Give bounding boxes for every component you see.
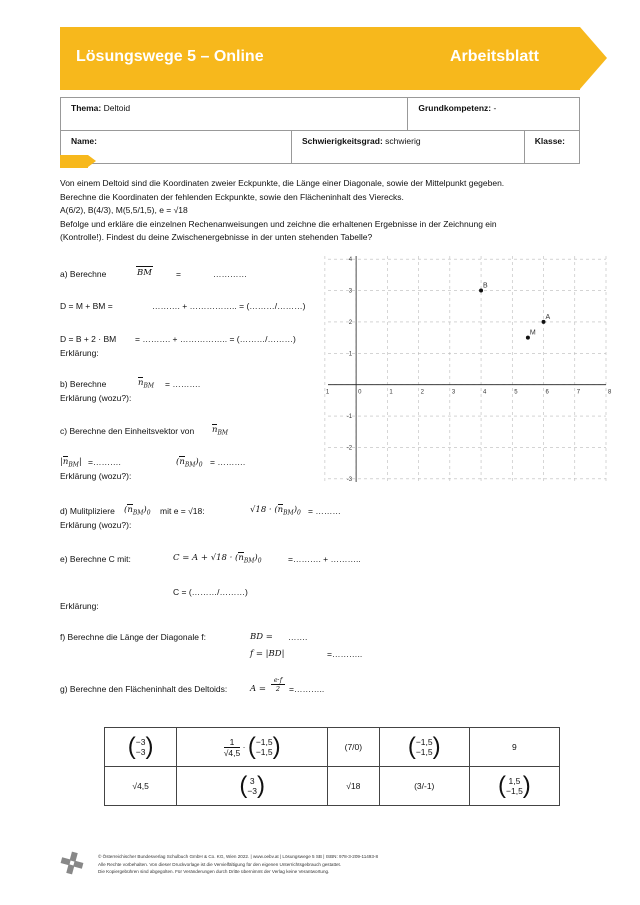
y-tick-label: 3 bbox=[348, 288, 353, 295]
task-c-left: =………. bbox=[88, 457, 121, 467]
task-e-c: C = (………/………) bbox=[173, 587, 248, 597]
result-cell: 1 √4,5 · ( −1,5 −1,5 ) bbox=[177, 728, 328, 767]
task-g-fraction: e·f 2 bbox=[271, 676, 285, 693]
intro-text: Von einem Deltoid sind die Koordinaten zweier Eckpunkte, die Länge einer Diagonale, sowie der Mittelpunkt gegeben. Berechne die Koordinaten der fehlenden Eckpunkte, sowie den Flächeninhalt des Vierecks. A(6/2), B(4/3), M(5,5/1,5), e = √18 Befolge und erkläre die einzelnen Rechenanweisungen und zeichne die erhaltenen Ergebnisse in der Zeichnung ein (Kontrolle!). Findest du deine Zwischenergebnisse in der unten stehenden Tabelle? bbox=[60, 178, 505, 242]
doc-type: Arbeitsblatt bbox=[450, 48, 539, 65]
task-e-label: e) Berechne C mit: bbox=[60, 554, 131, 564]
x-tick-label: 8 bbox=[608, 389, 612, 396]
result-cell: √4,5 bbox=[105, 767, 177, 806]
result-cell: ( −3 −3 ) bbox=[105, 728, 177, 767]
klasse-cell: Klasse: bbox=[524, 131, 579, 164]
task-a-eq: = bbox=[176, 269, 181, 279]
erklaerung-b: Erklärung (wozu?): bbox=[60, 393, 132, 403]
abs-normal-vector: $|n_{BM}|$ bbox=[60, 457, 82, 469]
task-d-mid: mit e = √18: bbox=[160, 506, 205, 516]
y-tick-label: -1 bbox=[346, 414, 353, 421]
x-tick-label: 5 bbox=[514, 389, 518, 396]
x-tick-label: 6 bbox=[545, 389, 549, 396]
task-f-line2: f = |BD| bbox=[250, 649, 285, 659]
task-g-formula: A = bbox=[250, 684, 266, 694]
erklaerung-c: Erklärung (wozu?): bbox=[60, 471, 132, 481]
publisher-logo bbox=[60, 851, 84, 875]
task-f-line1-dots: ……. bbox=[288, 632, 308, 642]
x-tick-label: 3 bbox=[451, 389, 456, 396]
task-d-product: $√18 \cdot (n_{BM})_0$ bbox=[250, 505, 301, 517]
task-c-label: c) Berechne den Einheitsvektor von bbox=[60, 426, 195, 436]
result-cell: 9 bbox=[469, 728, 559, 767]
unit-vector: $(n_{BM})_0$ bbox=[176, 457, 203, 469]
result-cell: ( 1,5 −1,5 ) bbox=[469, 767, 559, 806]
result-cell: ( 3 −3 ) bbox=[177, 767, 328, 806]
name-cell: Name: bbox=[61, 131, 292, 164]
d2-rest: = ………. + …………….. = (………/………) bbox=[135, 334, 296, 344]
x-tick-label: 1 bbox=[389, 389, 393, 396]
task-b-eq: = ………. bbox=[165, 379, 201, 389]
x-tick-label: 1 bbox=[325, 389, 330, 396]
x-tick-label: 0 bbox=[358, 389, 362, 396]
task-b-label: b) Berechne bbox=[60, 379, 107, 389]
normal-vector: $n_{BM}$ bbox=[138, 378, 155, 390]
kompetenz-cell: Grundkompetenz: - bbox=[408, 98, 580, 131]
y-tick-label: -2 bbox=[346, 445, 353, 452]
result-cell: (7/0) bbox=[328, 728, 380, 767]
page-title: Lösungswege 5 – Online bbox=[76, 48, 264, 65]
normal-vector-c: $n_{BM}$ bbox=[212, 425, 229, 437]
result-cell: ( −1,5 −1,5 ) bbox=[379, 728, 469, 767]
task-d-right: = ……… bbox=[308, 506, 341, 516]
y-tick-label: 4 bbox=[348, 257, 353, 264]
info-table bbox=[60, 97, 580, 164]
erklaerung-d: Erklärung (wozu?): bbox=[60, 520, 132, 530]
task-e-formula: $C = A + √18 \cdot (n_{BM})_0$ bbox=[173, 553, 262, 565]
results-table bbox=[104, 727, 560, 806]
d1-rest: ………. + …………….. = (………/………) bbox=[152, 301, 306, 311]
unit-vector-d: $(n_{BM})_0$ bbox=[124, 505, 151, 517]
x-tick-label: 7 bbox=[576, 389, 581, 396]
coordinate-plot bbox=[325, 256, 612, 483]
thema-cell: Thema: Deltoid bbox=[61, 98, 408, 131]
task-a-label: a) Berechne bbox=[60, 269, 107, 279]
task-f-line1: BD = bbox=[250, 632, 273, 642]
erklaerung-a: Erklärung: bbox=[60, 348, 99, 358]
schwierigkeit-cell: Schwierigkeitsgrad: schwierig bbox=[292, 131, 525, 164]
task-c-right: = ………. bbox=[210, 457, 246, 467]
section-marker-arrow bbox=[88, 155, 96, 167]
vector-bm: BM bbox=[137, 268, 152, 278]
y-tick-label: -3 bbox=[346, 476, 353, 483]
y-tick-label: 1 bbox=[348, 351, 353, 358]
y-tick-label: 2 bbox=[348, 319, 353, 326]
result-cell: √18 bbox=[328, 767, 380, 806]
task-f-line2-dots: =……….. bbox=[327, 649, 363, 659]
footer-text: © Österreichischer Bundesverlag Schulbuch GmbH & Co. KG, Wien 2022. | www.oebv.at | Lösungswege 5 SB | ISBN: 978-3-209-11493-8 Alle Rechte vorbehalten. Von dieser Druckvorlage ist die Vervielfältigung für den eigenen Unterrichtsgebrauch gestattet. Die Kopiergebühren sind abgegolten. Für Veränderungen durch Dritte übernimmt der Verlag keine Verantwortung. bbox=[98, 854, 379, 874]
x-tick-label: 4 bbox=[483, 389, 487, 396]
header-banner-arrow bbox=[580, 27, 607, 89]
x-tick-label: 2 bbox=[420, 389, 424, 396]
task-f-label: f) Berechne die Länge der Diagonale f: bbox=[60, 632, 207, 642]
task-g-rest: =……….. bbox=[289, 684, 325, 694]
erklaerung-e: Erklärung: bbox=[60, 601, 99, 611]
task-e-rest: =………. + ……….. bbox=[288, 554, 361, 564]
result-cell: (3/-1) bbox=[379, 767, 469, 806]
task-d-label: d) Mulitpliziere bbox=[60, 506, 115, 516]
d2-lhs: D = B + 2 · BM bbox=[60, 334, 117, 344]
point-label-a: A bbox=[545, 313, 551, 321]
task-a-answer: ………… bbox=[213, 269, 247, 279]
d1-lhs: D = M + BM = bbox=[60, 301, 113, 311]
task-g-label: g) Berechne den Flächeninhalt des Deltoids: bbox=[60, 684, 228, 694]
point-label-m: M bbox=[529, 329, 536, 337]
point-label-b: B bbox=[483, 282, 488, 290]
section-marker bbox=[60, 155, 88, 168]
